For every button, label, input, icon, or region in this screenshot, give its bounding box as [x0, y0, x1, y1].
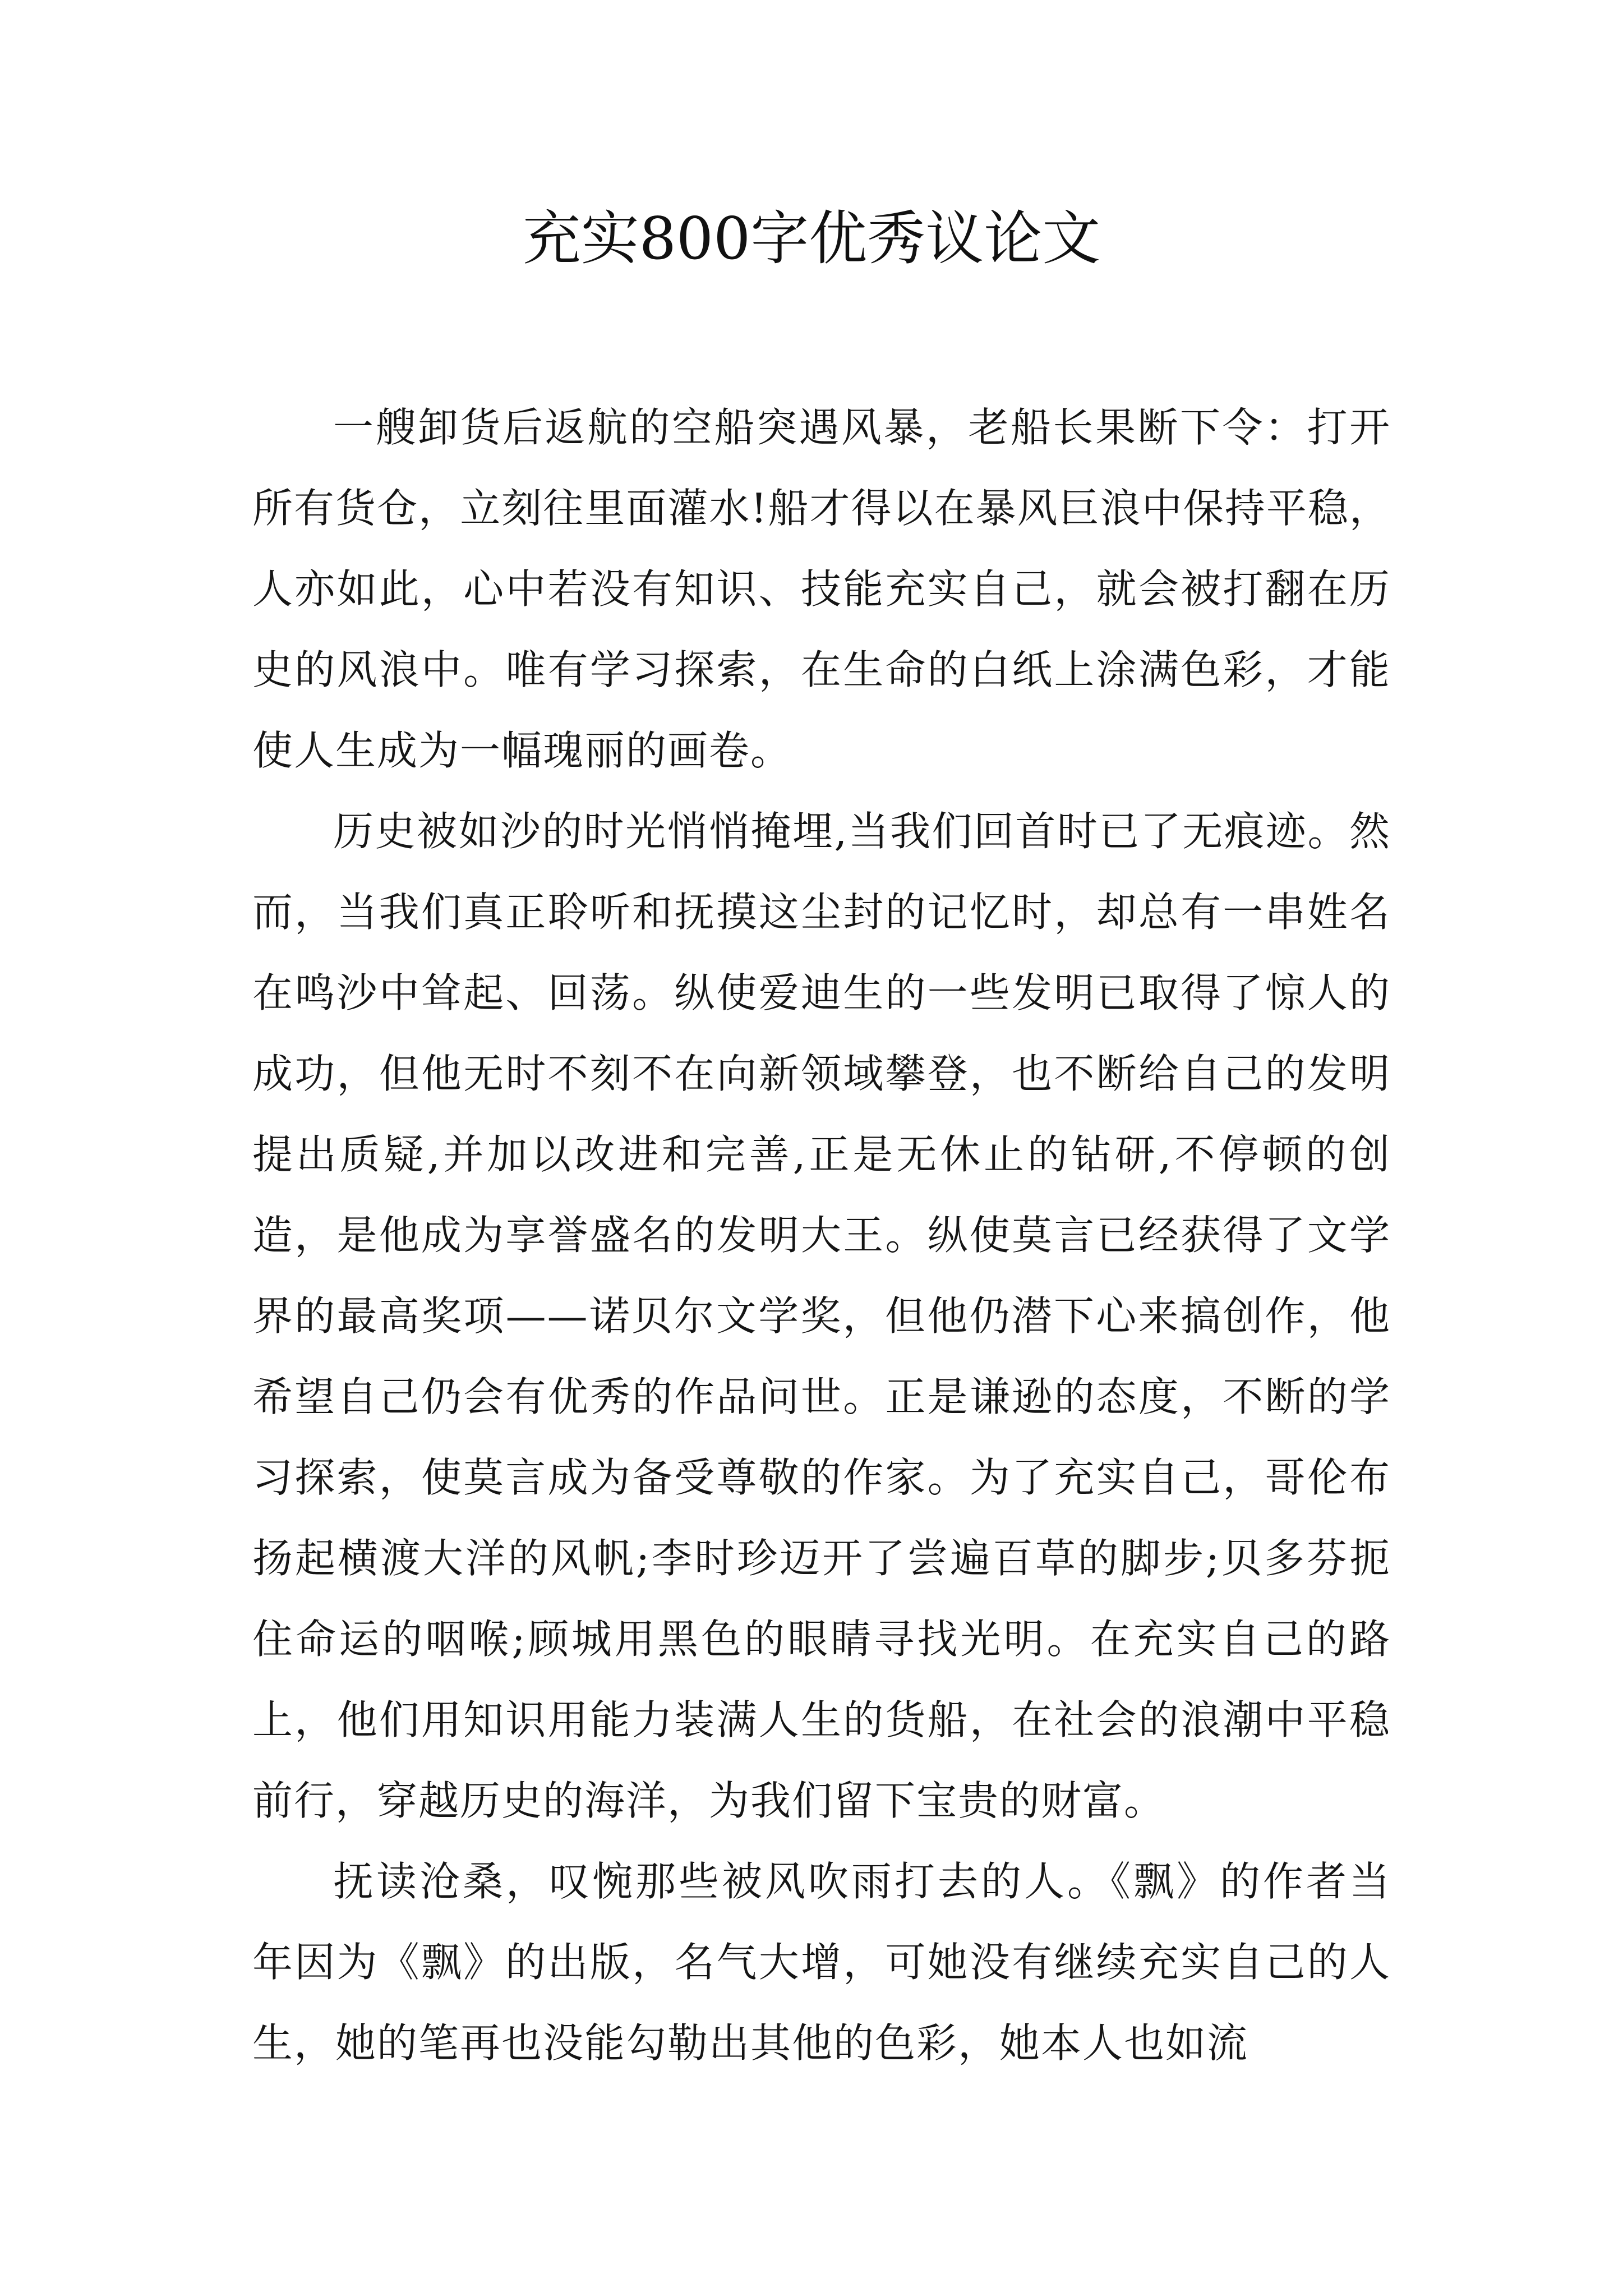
document-title: 充实800字优秀议论文	[522, 204, 1101, 273]
document-body	[252, 387, 1391, 2083]
paragraph: 一艘卸货后返航的空船突遇风暴，老船长果断下令：打开所有货仓，立刻往里面灌水!船才得以在暴风巨浪中保持平稳，人亦如此，心中若没有知识、技能充实自己，就会被打翻在历史的风浪中。唯有学习探索，在生命的白纸上涂满色彩，才能使人生成为一幅瑰丽的画卷。	[252, 404, 1391, 774]
paragraph: 历史被如沙的时光悄悄掩埋,当我们回首时已了无痕迹。然而，当我们真正聆听和抚摸这尘封的记忆时，却总有一串姓名在鸣沙中耸起、回荡。纵使爱迪生的一些发明已取得了惊人的成功，但他无时不刻不在向新领域攀登，也不断给自己的发明提出质疑,并加以改进和完善,正是无休止的钻研,不停顿的创造，是他成为享誉盛名的发明大王。纵使莫言已经获得了文学界的最高奖项——诺贝尔文学奖，但他仍潜下心来搞创作，他希望自己仍会有优秀的作品问世。正是谦逊的态度，不断的学习探索，使莫言成为备受尊敬的作家。为了充实自己，哥伦布扬起横渡大洋的风帆;李时珍迈开了尝遍百草的脚步;贝多芬扼住命运的咽喉;顾城用黑色的眼睛寻找光明。在充实自己的路上，他们用知识用能力装满人生的货船，在社会的浪潮中平稳前行，穿越历史的海洋，为我们留下宝贵的财富。	[252, 808, 1391, 1824]
paragraph: 抚读沧桑，叹惋那些被风吹雨打去的人。《飘》的作者当年因为《飘》的出版，名气大增，可她没有继续充实自己的人生，她的笔再也没能勾勒出其他的色彩，她本人也如流	[252, 1858, 1391, 2067]
